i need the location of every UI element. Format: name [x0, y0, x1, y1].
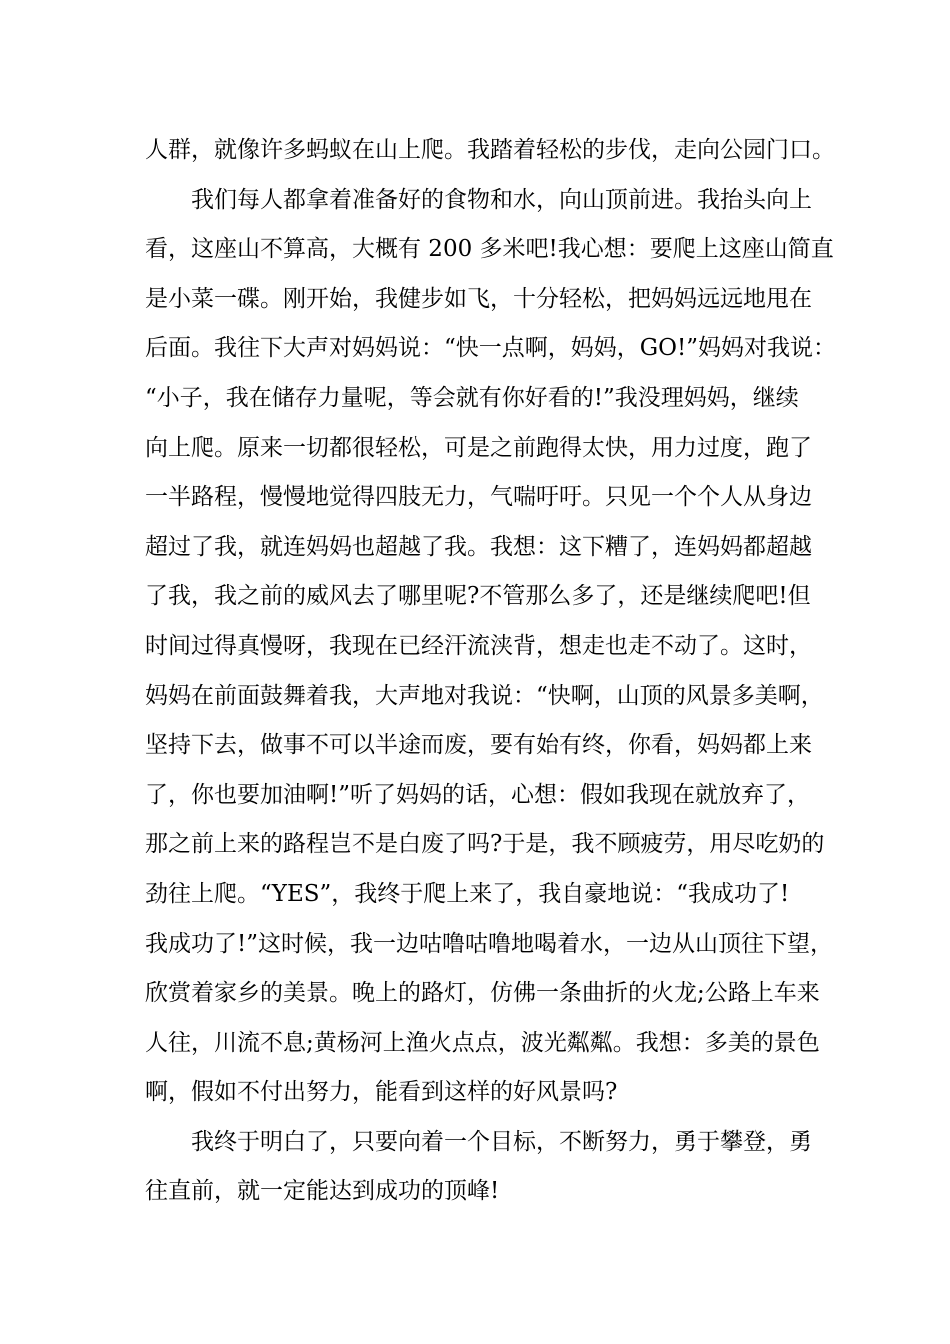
text-line: 坚持下去，做事不可以半途而废，要有始有终，你看，妈妈都上来 [145, 732, 812, 759]
text-line: 是小菜一碟。刚开始，我健步如飞，十分轻松，把妈妈远远地甩在 [145, 285, 812, 312]
text-line: 欣赏着家乡的美景。晚上的路灯，仿佛一条曲折的火龙;公路上车来 [145, 980, 820, 1007]
text-line: 向上爬。原来一切都很轻松，可是之前跑得太快，用力过度，跑了 [145, 434, 812, 461]
text-line: 看，这座山不算高，大概有 200 多米吧!我心想：要爬上这座山简直 [145, 236, 834, 263]
text-line: “小子，我在储存力量呢，等会就有你好看的!”我没理妈妈，继续 [145, 384, 799, 411]
text-line: 妈妈在前面鼓舞着我，大声地对我说：“快啊，山顶的风景多美啊， [145, 682, 824, 709]
text-line: 时间过得真慢呀，我现在已经汗流浃背，想走也走不动了。这时， [145, 632, 812, 659]
text-line: 了我，我之前的威风去了哪里呢?不管那么多了，还是继续爬吧!但 [145, 583, 811, 610]
paragraph-start-line: 我们每人都拿着准备好的食物和水，向山顶前进。我抬头向上 [191, 186, 812, 213]
text-line: 超过了我，就连妈妈也超越了我。我想：这下糟了，连妈妈都超越 [145, 533, 812, 560]
text-line: 我成功了!”这时候，我一边咕噜咕噜地喝着水，一边从山顶往下望， [145, 930, 834, 957]
essay-text [145, 126, 835, 1217]
text-line: 后面。我往下大声对妈妈说：“快一点啊，妈妈，GO!”妈妈对我说： [145, 335, 836, 362]
paragraph-start-line: 我终于明白了，只要向着一个目标，不断努力，勇于攀登，勇 [191, 1128, 812, 1155]
text-line: 往直前，就一定能达到成功的顶峰! [145, 1178, 500, 1205]
text-line: 了，你也要加油啊!”听了妈妈的话，心想：假如我现在就放弃了， [145, 781, 811, 808]
text-line: 人群，就像许多蚂蚁在山上爬。我踏着轻松的步伐，走向公园门口。 [145, 137, 835, 163]
text-line: 一半路程，慢慢地觉得四肢无力，气喘吁吁。只见一个个人从身边 [145, 484, 812, 511]
text-line: 人往，川流不息;黄杨河上渔火点点，波光粼粼。我想：多美的景色 [145, 1029, 820, 1056]
text-line: 啊，假如不付出努力，能看到这样的好风景吗? [145, 1079, 618, 1106]
text-line: 那之前上来的路程岂不是白废了吗?于是，我不顾疲劳，用尽吃奶的 [145, 831, 825, 858]
text-line: 劲往上爬。“YES”，我终于爬上来了，我自豪地说：“我成功了! [145, 880, 790, 907]
